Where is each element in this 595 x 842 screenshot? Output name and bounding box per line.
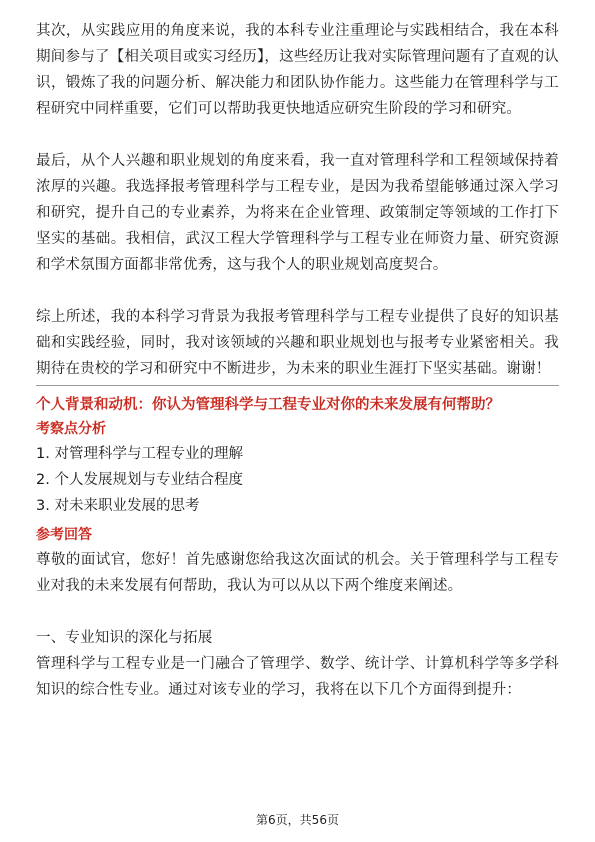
section-divider xyxy=(36,385,559,386)
paragraph-interest: 最后，从个人兴趣和职业规划的角度来看，我一直对管理科学和工程领域保持着浓厚的兴趣。我选择报考管理科学与工程专业，是因为我希望能够通过深入学习和研究，提升自己的专业素养，为将来在企业管理、政策制定等领域的工作打下坚实的基础。我相信，武汉工程大学管理科学与工程专业在师资力量、研究资源和学术氛围方面都非常优秀，这与我个人的职业规划高度契合。 xyxy=(36,153,559,273)
paragraph-practice: 其次，从实践应用的角度来说，我的本科专业注重理论与实践相结合，我在本科期间参与了【相关项目或实习经历】，这些经历让我对实际管理问题有了直观的认识，锻炼了我的问题分析、解决能力和团队协作能力。这些能力在管理科学与工程研究中同样重要，它们可以帮助我更快地适应研究生阶段的学习和研究。 xyxy=(36,23,559,117)
page-number-footer: 第6页，共56页 xyxy=(256,813,339,827)
analysis-heading: 考察点分析 xyxy=(36,421,106,437)
document-page xyxy=(36,18,559,703)
subsection-title: 一、专业知识的深化与拓展 xyxy=(36,630,213,646)
analysis-item: 3. 对未来职业发展的思考 xyxy=(36,498,200,514)
analysis-item: 1. 对管理科学与工程专业的理解 xyxy=(36,446,243,462)
paragraph-gap xyxy=(36,599,559,625)
analysis-item: 2. 个人发展规划与专业结合程度 xyxy=(36,472,243,488)
paragraph-gap xyxy=(36,122,559,148)
answer-intro: 尊敬的面试官，您好！首先感谢您给我这次面试的机会。关于管理科学与工程专业对我的未来发展有何帮助，我认为可以从以下两个维度来阐述。 xyxy=(36,552,559,594)
answer-heading: 参考回答 xyxy=(36,527,92,543)
subsection-text: 管理科学与工程专业是一门融合了管理学、数学、统计学、计算机科学等多学科知识的综合性专业。通过对该专业的学习，我将在以下几个方面得到提升： xyxy=(36,656,559,698)
paragraph-gap xyxy=(36,278,559,304)
interview-question: 个人背景和动机：你认为管理科学与工程专业对你的未来发展有何帮助？ xyxy=(36,397,500,413)
paragraph-summary: 综上所述，我的本科学习背景为我报考管理科学与工程专业提供了良好的知识基础和实践经验，同时，我对该领域的兴趣和职业规划也与报考专业紧密相关。我期待在贵校的学习和研究中不断进步，为未来的职业生涯打下坚实基础。谢谢！ xyxy=(36,309,559,377)
